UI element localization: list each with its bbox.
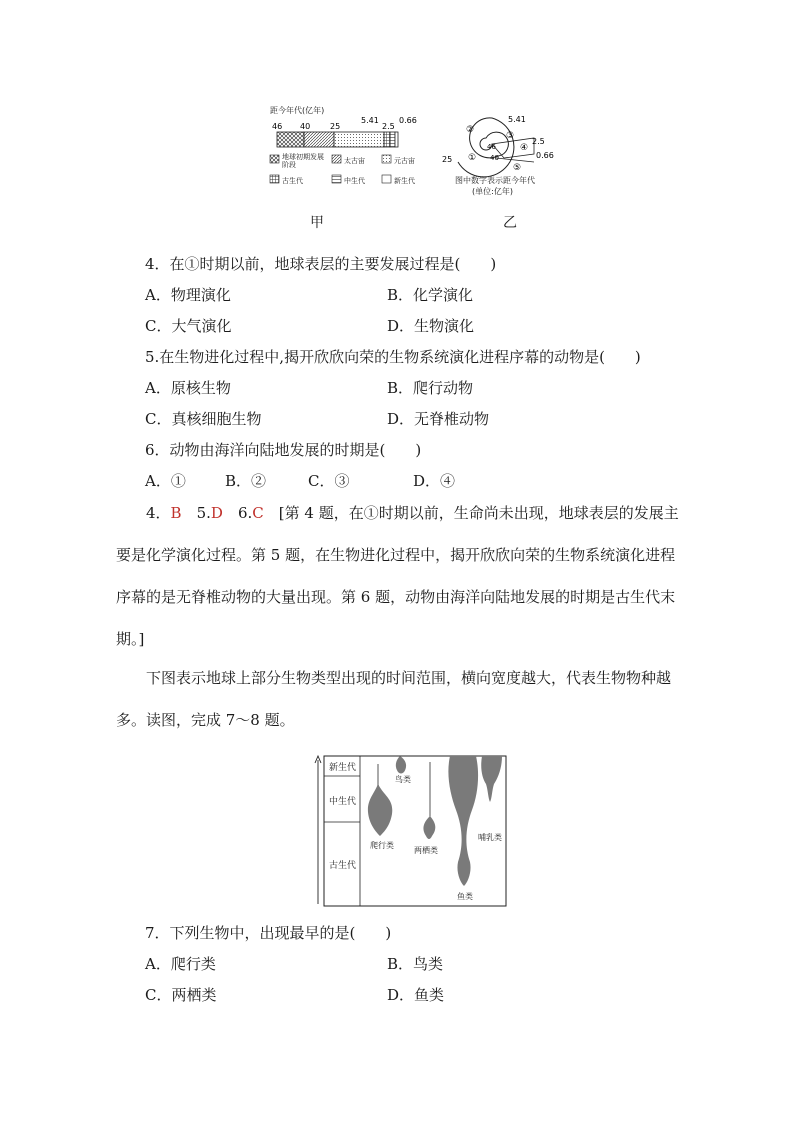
- question-4-option-c: C．大气演化: [145, 317, 232, 335]
- answer-explanation: [第 4 题，在①时期以前，生命尚未出现，地球表层的发展主要是化学演化过程。第 5 题，在生物进化过程中，揭开欣欣向荣的生物系统演化进程序幕的是无脊椎动物的大量出现。第 6 题，动物由海洋向陆地发展的时期是古生代末期。]: [116, 504, 679, 648]
- question-5-option-b: B．爬行动物: [387, 379, 474, 397]
- label-amphibians: 两栖类: [414, 846, 438, 855]
- jia-tick-0.66: 0.66: [399, 116, 417, 125]
- legend-proterozoic: 元古宙: [394, 157, 415, 165]
- yi-num-46: 46: [487, 143, 496, 151]
- question-6-option-c: C．③: [308, 472, 350, 490]
- answer-6-prefix: 6.: [237, 504, 253, 522]
- yi-circle-5: ⑤: [513, 163, 522, 173]
- question-6-stem: 6．动物由海洋向陆地发展的时期是( ): [145, 441, 422, 459]
- question-4-stem: 4．在①时期以前，地球表层的主要发展过程是( ): [145, 255, 497, 273]
- answer-6: C: [252, 504, 264, 522]
- question-6-option-b: B．②: [225, 472, 267, 490]
- evolution-diagram: [314, 754, 508, 908]
- question-4-option-a: A．物理演化: [145, 286, 231, 304]
- intro-paragraph: 下图表示地球上部分生物类型出现的时间范围，横向宽度越大，代表生物物种越多。读图，完成 7～8 题。: [116, 669, 672, 729]
- jia-tick-5.41: 5.41: [361, 116, 379, 125]
- question-5-option-c: C．真核细胞生物: [145, 410, 262, 428]
- label-fish: 鱼类: [457, 892, 473, 901]
- jia-segment-mesozoic: [390, 132, 395, 147]
- question-7-option-b: B．鸟类: [387, 955, 444, 973]
- jia-tick-40: 40: [300, 122, 311, 131]
- question-4-option-d: D．生物演化: [387, 317, 475, 335]
- jia-segment-archean: [304, 132, 334, 147]
- question-6-option-d: D．④: [413, 472, 456, 490]
- label-birds: 鸟类: [395, 775, 411, 784]
- answer-4-prefix: 4．: [146, 504, 171, 522]
- yi-num-0.66: 0.66: [536, 151, 554, 160]
- jia-segment-cenozoic: [395, 132, 398, 147]
- question-4-option-b: B．化学演化: [387, 286, 474, 304]
- yi-num-2.5: 2.5: [532, 137, 545, 146]
- jia-axis-title: 距今年代(亿年): [270, 106, 325, 115]
- figure-2: [314, 754, 508, 908]
- question-5-option-a: A．原核生物: [145, 379, 231, 397]
- jia-tick-25: 25: [330, 122, 341, 131]
- label-reptiles: 爬行类: [370, 841, 394, 850]
- jia-tick-46: 46: [272, 122, 283, 131]
- caption-yi: 乙: [503, 215, 517, 231]
- answer-block: [116, 492, 682, 660]
- yi-circle-2: ②: [466, 125, 475, 135]
- question-6-option-a: A．①: [145, 472, 186, 490]
- jia-segment-early: [277, 132, 304, 147]
- question-7-option-a: A．爬行类: [145, 955, 216, 973]
- era-paleozoic: 古生代: [329, 861, 357, 871]
- jia-segment-proterozoic: [334, 132, 384, 147]
- question-7-option-c: C．两栖类: [145, 986, 217, 1004]
- legend-paleozoic: 古生代: [282, 177, 303, 185]
- legend-mesozoic: 中生代: [344, 177, 365, 185]
- legend-archean: 太古宙: [344, 157, 365, 165]
- caption-jia: 甲: [310, 215, 324, 231]
- question-5-option-d: D．无脊椎动物: [387, 410, 490, 428]
- jia-tick-2.5: 2.5: [382, 122, 395, 131]
- era-cenozoic: 新生代: [329, 763, 357, 773]
- question-5-stem: 5.在生物进化过程中,揭开欣欣向荣的生物系统演化进程序幕的动物是( ): [145, 348, 641, 366]
- label-mammals: 哺乳类: [478, 833, 502, 842]
- era-mesozoic: 中生代: [329, 797, 357, 807]
- answer-5: D: [210, 504, 223, 522]
- legend-early: 地球初期发展阶段: [282, 153, 324, 169]
- question-7-option-d: D．鱼类: [387, 986, 445, 1004]
- figure-1: [262, 100, 562, 232]
- question-7-stem: 7．下列生物中，出现最早的是( ): [145, 924, 392, 942]
- yi-num-5.41: 5.41: [508, 115, 526, 124]
- yi-note-2: (单位:亿年): [472, 187, 513, 196]
- yi-num-25: 25: [442, 155, 453, 164]
- yi-circle-3: ③: [506, 131, 515, 141]
- yi-circle-1: ①: [468, 153, 477, 163]
- yi-num-40: 40: [490, 154, 499, 162]
- answer-4: B: [170, 504, 182, 522]
- yi-note-1: 图中数字表示距今年代: [455, 176, 535, 185]
- answer-5-prefix: 5.: [196, 504, 211, 522]
- jia-segment-paleozoic: [384, 132, 390, 147]
- yi-circle-4: ④: [520, 143, 529, 153]
- legend-cenozoic: 新生代: [394, 177, 415, 185]
